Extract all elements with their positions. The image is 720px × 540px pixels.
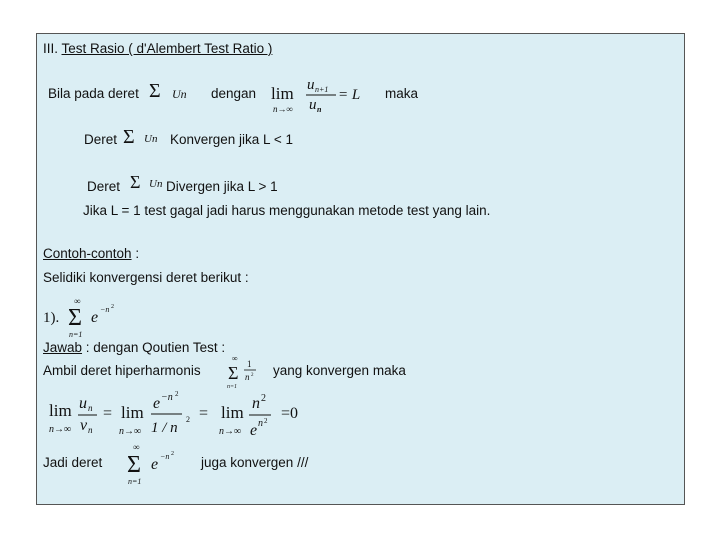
v-den-sub: n <box>88 425 93 435</box>
e-base: e <box>153 395 161 412</box>
section-number: III. <box>43 41 62 56</box>
conclusion-tail: juga konvergen /// <box>201 455 309 470</box>
sum-lower: n=1 <box>128 477 142 486</box>
series-term: Un <box>144 133 158 145</box>
lim-text: lim <box>49 401 72 420</box>
sigma-symbol: Σ <box>149 80 161 102</box>
lim-text: lim <box>221 403 244 422</box>
sum-lower: n=1 <box>227 384 238 390</box>
examples-heading-text: Contoh-contoh <box>43 246 132 261</box>
sum-upper: ∞ <box>133 442 140 452</box>
sum-upper: ∞ <box>232 354 238 363</box>
equals-zero: =0 <box>281 405 299 422</box>
e-base: e <box>151 456 159 473</box>
answer-label-suffix: : dengan Qoutien Test : <box>82 340 226 355</box>
example1-formula <box>41 292 133 340</box>
conclusion-series <box>123 438 189 486</box>
exponent: −n <box>161 392 173 403</box>
answer-line2-tail: yang konvergen maka <box>273 363 406 378</box>
limit-computation <box>45 388 315 444</box>
lim-text: lim <box>121 403 144 422</box>
sigma-symbol: Σ <box>228 363 239 383</box>
intro-tail: maka <box>385 86 419 101</box>
exponent: −n <box>160 452 170 461</box>
equals-sign: = <box>103 405 113 422</box>
exponent: −n <box>100 305 110 314</box>
examples-heading <box>43 246 139 262</box>
case2-lead: Deret <box>87 179 121 194</box>
section-title-text: Test Rasio ( d'Alembert Test Ratio ) <box>61 41 273 56</box>
sub-n1: n+1 <box>315 85 329 94</box>
sum-upper: ∞ <box>74 296 81 306</box>
exponent-power: 2 <box>111 304 114 310</box>
hyperharmonic-series <box>225 352 259 392</box>
intro-lead: Bila pada deret <box>48 86 139 101</box>
examples-instruction: Selidiki konvergensi deret berikut : <box>43 270 249 285</box>
lim-text: lim <box>271 84 294 103</box>
sigma-symbol: Σ <box>127 452 141 478</box>
sigma-symbol: Σ <box>123 126 135 148</box>
numerator-one: 1 <box>247 359 252 369</box>
example-number: 1). <box>43 310 60 326</box>
slide-panel <box>36 33 685 505</box>
v-den: v <box>80 417 88 434</box>
series-term: Un <box>149 178 163 190</box>
e-base: e <box>91 309 99 326</box>
case2-text: Divergen jika L > 1 <box>166 179 278 194</box>
conclusion-lead: Jadi deret <box>43 455 103 470</box>
u-n1: u <box>307 77 315 93</box>
ratio-limit-formula <box>269 72 361 116</box>
intro-mid: dengan <box>211 86 257 101</box>
n-num-power: 2 <box>261 393 266 404</box>
case3-text: Jika L = 1 test gagal jadi harus menggunakan metode test yang lain. <box>83 203 491 218</box>
section-title <box>43 41 272 57</box>
u-num: u <box>79 395 87 412</box>
denominator-n: n <box>245 372 250 382</box>
examples-heading-suffix: : <box>131 246 140 261</box>
answer-line2: Ambil deret hiperharmonis <box>43 363 201 378</box>
u-num-sub: n <box>88 403 93 413</box>
e-den-exp-power: 2 <box>264 417 268 425</box>
u-n: u <box>309 97 317 113</box>
e-den-exp: n <box>258 418 263 429</box>
equals-sign: = <box>199 405 209 422</box>
sigma-symbol: Σ <box>68 305 82 331</box>
one-over-n2-power: 2 <box>186 415 190 424</box>
denominator-power: 2 <box>251 373 254 378</box>
n-to-inf: n→∞ <box>273 104 293 114</box>
answer-label-text: Jawab <box>43 340 83 355</box>
n-num: n <box>252 395 260 412</box>
case1-lead: Deret <box>84 132 118 147</box>
series-term: Un <box>172 87 187 101</box>
sum-lower: n=1 <box>69 330 83 339</box>
eq-L: = L <box>338 87 361 103</box>
exponent-power: 2 <box>171 451 174 457</box>
sigma-symbol: Σ <box>130 172 141 192</box>
e-den: e <box>250 422 258 439</box>
case1-text: Konvergen jika L < 1 <box>170 132 293 147</box>
n-to-inf: n→∞ <box>219 426 242 437</box>
sub-n: n <box>317 105 322 114</box>
n-to-inf: n→∞ <box>49 424 72 435</box>
n-to-inf: n→∞ <box>119 426 142 437</box>
exponent-power: 2 <box>175 390 179 398</box>
answer-label <box>43 340 225 356</box>
one-over-n2: 1 / n <box>151 420 178 436</box>
